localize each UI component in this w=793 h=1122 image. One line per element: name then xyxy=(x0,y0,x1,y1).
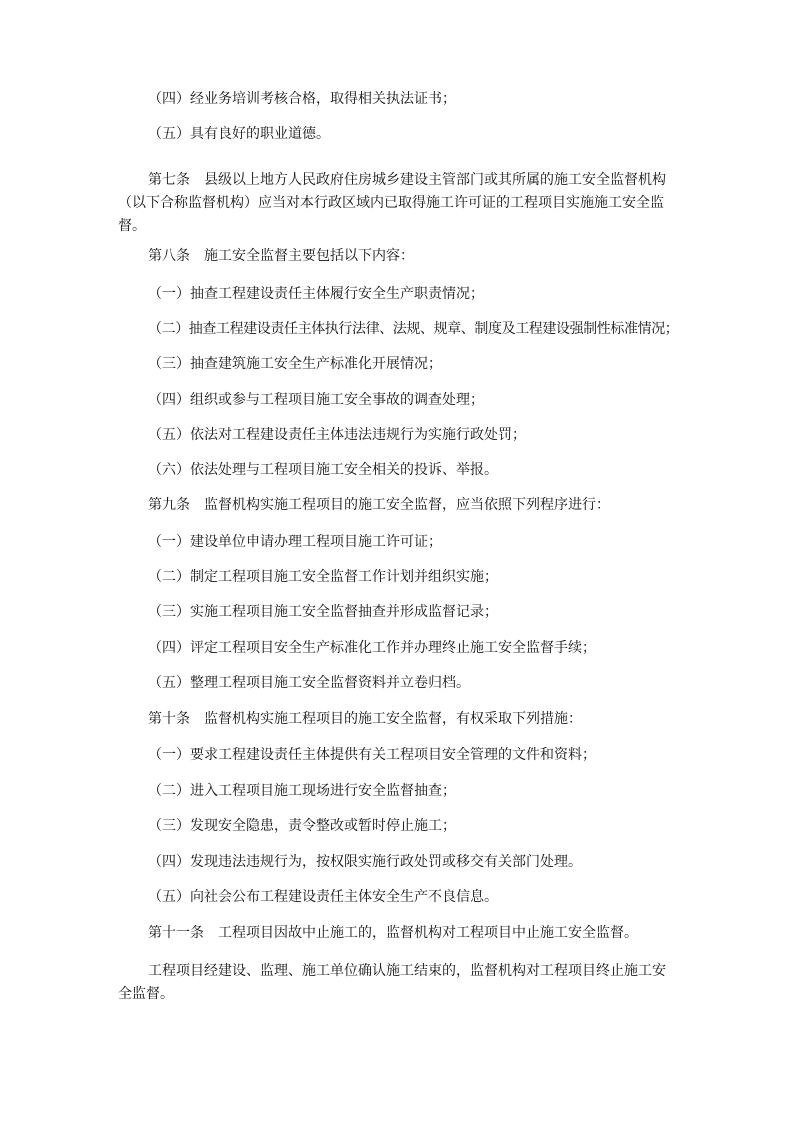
article-8-item-3: （三）抽查建筑施工安全生产标准化开展情况； xyxy=(148,356,442,372)
article-8-item-2: （二）抽查工程建设责任主体执行法律、法规、规章、制度及工程建设强制性标准情况； xyxy=(148,321,679,337)
item-5-ethics: （五）具有良好的职业道德。 xyxy=(148,126,330,142)
article-9-text: 监督机构实施工程项目的施工安全监督，应当依照下列程序进行： xyxy=(204,497,610,513)
article-10-item-1: （一）要求工程建设责任主体提供有关工程项目安全管理的文件和资料； xyxy=(148,747,596,763)
article-7-text: 县级以上地方人民政府住房城乡建设主管部门或其所属的施工安全监督机构（以下合称监督机构）应当对本行政区域内已取得施工许可证的工程项目实施施工安全监督。 xyxy=(118,172,666,234)
article-7-number: 第七条 xyxy=(148,172,190,188)
article-8-item-4: （四）组织或参与工程项目施工安全事故的调查处理； xyxy=(148,392,484,408)
article-9-item-2: （二）制定工程项目施工安全监督工作计划并组织实施； xyxy=(148,569,498,585)
item-4-training: （四）经业务培训考核合格，取得相关执法证书； xyxy=(148,91,456,107)
article-9-number: 第九条 xyxy=(148,497,190,513)
article-10-item-5: （五）向社会公布工程建设责任主体安全生产不良信息。 xyxy=(148,889,498,905)
article-10-item-3: （三）发现安全隐患，责令整改或暂时停止施工； xyxy=(148,818,456,834)
article-9-item-5: （五）整理工程项目施工安全监督资料并立卷归档。 xyxy=(148,675,470,691)
article-7 xyxy=(118,169,674,238)
article-8 xyxy=(118,245,674,268)
article-11 xyxy=(118,922,674,945)
article-8-item-5: （五）依法对工程建设责任主体违法违规行为实施行政处罚； xyxy=(148,427,526,443)
article-8-number: 第八条 xyxy=(148,248,190,264)
article-8-item-6: （六）依法处理与工程项目施工安全相关的投诉、举报。 xyxy=(148,462,498,478)
article-11-number: 第十一条 xyxy=(148,925,204,941)
article-10 xyxy=(118,708,674,731)
article-9-item-3: （三）实施工程项目施工安全监督抽查并形成监督记录； xyxy=(148,604,498,620)
article-10-text: 监督机构实施工程项目的施工安全监督，有权采取下列措施： xyxy=(204,711,582,727)
article-9-item-1: （一）建设单位申请办理工程项目施工许可证； xyxy=(148,534,442,550)
article-10-item-2: （二）进入工程项目施工现场进行安全监督抽查； xyxy=(148,783,456,799)
article-10-item-4: （四）发现违法违规行为，按权限实施行政处罚或移交有关部门处理。 xyxy=(148,854,582,870)
article-9 xyxy=(118,494,674,517)
article-8-item-1: （一）抽查工程建设责任主体履行安全生产职责情况； xyxy=(148,286,484,302)
article-10-number: 第十条 xyxy=(148,711,190,727)
article-11-text: 工程项目因故中止施工的，监督机构对工程项目中止施工安全监督。 xyxy=(218,925,638,941)
article-8-text: 施工安全监督主要包括以下内容： xyxy=(204,248,414,264)
article-11-paragraph-2: 工程项目经建设、监理、施工单位确认施工结束的，监督机构对工程项目终止施工安全监督。 xyxy=(118,963,666,1002)
article-9-item-4: （四）评定工程项目安全生产标准化工作并办理终止施工安全监督手续； xyxy=(148,640,596,656)
